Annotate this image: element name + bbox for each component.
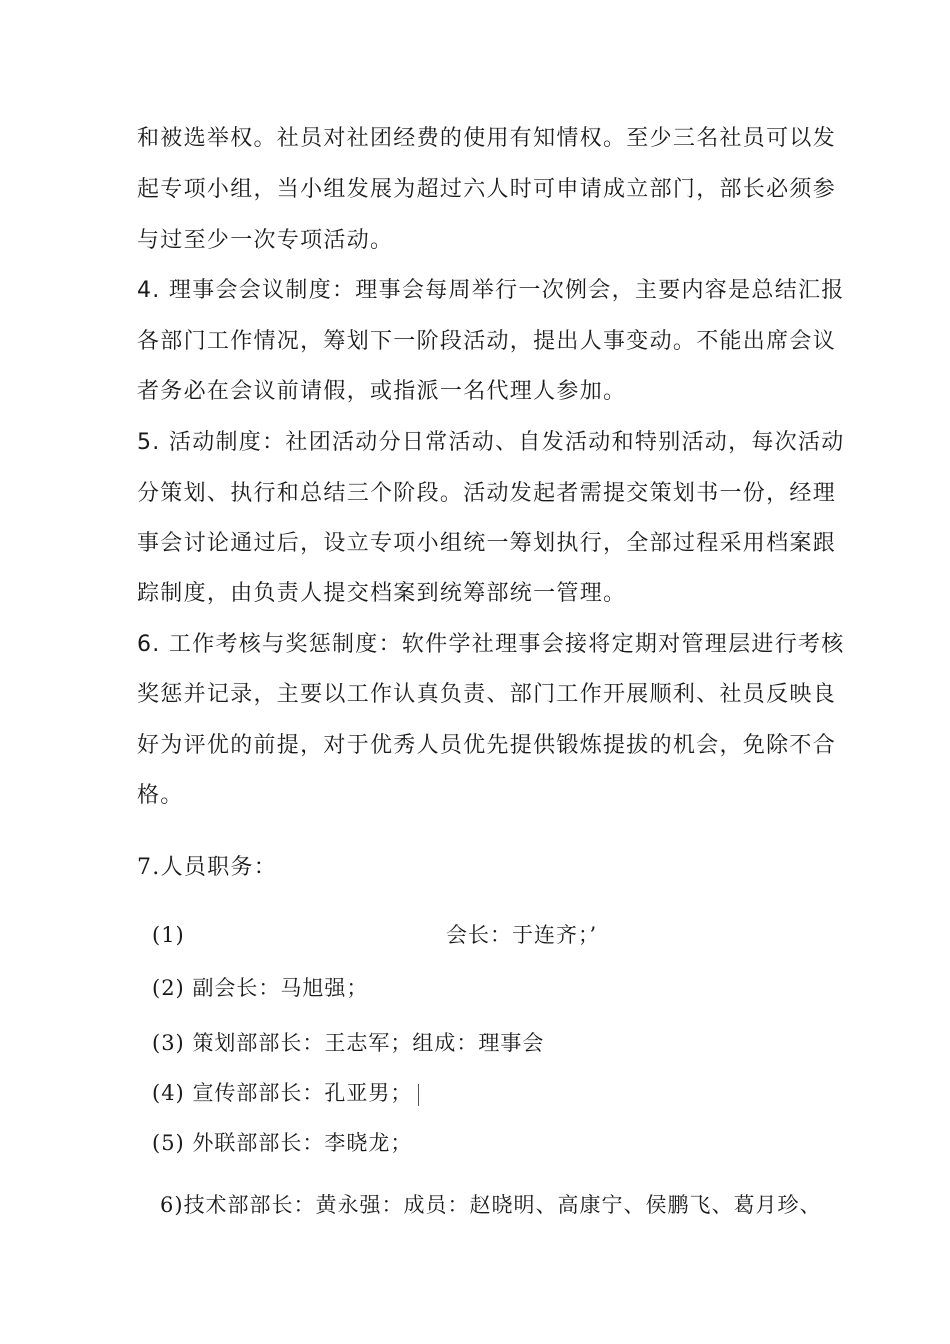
staff-item-3 xyxy=(152,1030,544,1056)
staff-item-1-text: 会长：于连齐；’ xyxy=(446,923,598,947)
paragraph-3-line-3: 与过至少一次专项活动。 xyxy=(137,228,394,253)
section-6-line-2: 奖惩并记录，主要以工作认真负责、部门工作开展顺利、社员反映良 xyxy=(137,682,837,707)
section-5-line-4: 踪制度，由负责人提交档案到统筹部统一管理。 xyxy=(137,581,627,606)
staff-item-3-text: 策划部部长：王志军；组成：理事会 xyxy=(192,1031,545,1055)
section-4-line-2: 各部门工作情况，筹划下一阶段活动，提出人事变动。不能出席会议 xyxy=(137,329,837,354)
section-5-line-1 xyxy=(137,430,845,456)
section-5-line-2: 分策划、执行和总结三个阶段。活动发起者需提交策划书一份，经理 xyxy=(137,481,837,506)
text-cursor-mark xyxy=(418,1084,419,1106)
staff-item-2 xyxy=(152,975,368,1001)
section-5-line-3: 事会讨论通过后，设立专项小组统一筹划执行，全部过程采用档案跟 xyxy=(137,531,837,556)
section-6-line-3: 好为评优的前提，对于优秀人员优先提供锻炼提拔的机会，免除不合 xyxy=(137,733,837,758)
staff-item-6-text: 技术部部长：黄永强：成员：赵晓明、高康宁、侯鹏飞、葛月珍、 xyxy=(183,1193,822,1217)
section-5-text: 活动制度：社团活动分日常活动、自发活动和特别活动，每次活动 xyxy=(168,430,845,455)
paragraph-3-line-2: 起专项小组，当小组发展为超过六人时可申请成立部门，部长必须参 xyxy=(137,177,837,202)
section-7-heading: 7.人员职务： xyxy=(137,855,278,880)
staff-item-2-text: 副会长：马旭强； xyxy=(192,976,369,1000)
staff-item-5-text: 外联部部长：李晓龙； xyxy=(192,1131,413,1155)
section-5-number: 5. xyxy=(137,430,161,455)
staff-item-2-marker: (2) xyxy=(152,976,185,1000)
section-4-line-1 xyxy=(137,278,845,304)
staff-item-6 xyxy=(160,1192,822,1218)
staff-item-3-marker: (3) xyxy=(152,1031,185,1055)
section-6-number: 6. xyxy=(137,632,161,657)
section-4-number: 4. xyxy=(137,278,161,303)
section-4-text: 理事会会议制度：理事会每周举行一次例会，主要内容是总结汇报 xyxy=(168,278,845,303)
section-6-line-1 xyxy=(137,632,845,658)
staff-item-5 xyxy=(152,1130,412,1156)
section-6-line-4: 格。 xyxy=(137,783,184,808)
section-6-text: 工作考核与奖惩制度：软件学社理事会接将定期对管理层进行考核 xyxy=(168,632,845,657)
staff-item-4-text: 宣传部部长：孔亚男； xyxy=(192,1081,413,1105)
staff-item-1-marker: (1) xyxy=(152,923,185,947)
staff-item-4 xyxy=(152,1080,419,1106)
staff-item-6-marker: 6) xyxy=(160,1193,184,1217)
paragraph-3-line-1: 和被选举权。社员对社团经费的使用有知情权。至少三名社员可以发 xyxy=(137,126,837,151)
staff-item-5-marker: (5) xyxy=(152,1131,185,1155)
section-4-line-3: 者务必在会议前请假，或指派一名代理人参加。 xyxy=(137,379,627,404)
staff-item-4-marker: (4) xyxy=(152,1081,185,1105)
